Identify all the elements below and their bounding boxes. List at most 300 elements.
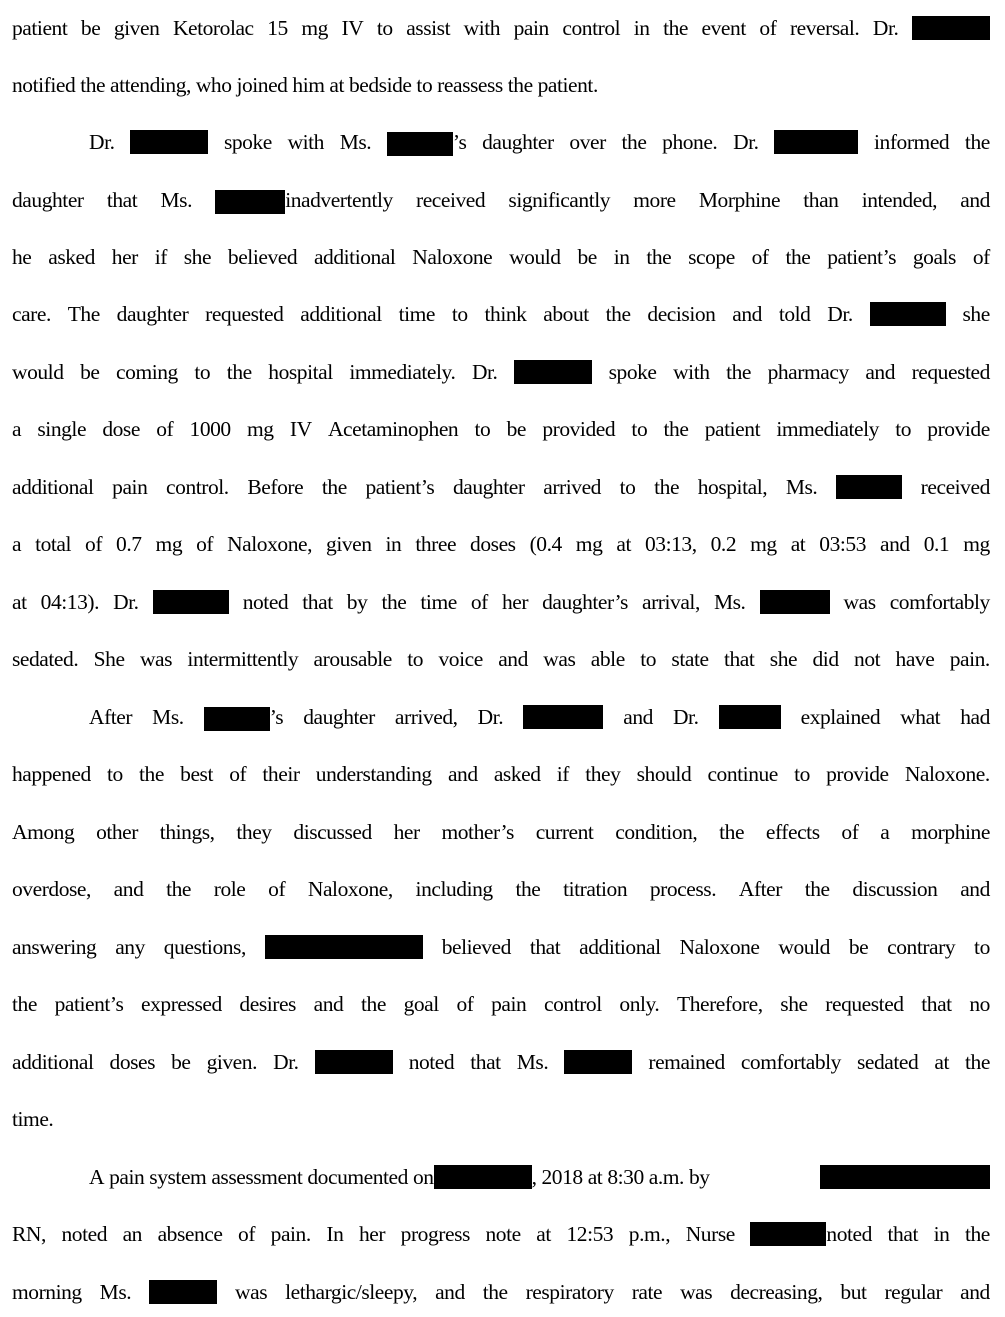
text-word: pain bbox=[109, 1165, 145, 1189]
text-word: was bbox=[139, 647, 173, 671]
text-word: of bbox=[85, 532, 103, 556]
text-word: 03:13, bbox=[644, 532, 697, 556]
text-word: in bbox=[933, 1222, 950, 1246]
text-word: and bbox=[498, 647, 528, 671]
redaction bbox=[204, 707, 270, 731]
text-word: was bbox=[680, 1280, 713, 1304]
text-word: in bbox=[613, 245, 630, 269]
text-word: mg bbox=[155, 532, 183, 556]
text-word: at bbox=[934, 1050, 949, 1074]
text-word: absence bbox=[157, 1222, 223, 1246]
text-word: immediately bbox=[776, 417, 879, 441]
redaction bbox=[514, 360, 592, 384]
text-word: Dr. bbox=[471, 360, 498, 384]
text-word: Naloxone. bbox=[904, 762, 990, 786]
text-line bbox=[12, 759, 990, 789]
redaction bbox=[130, 130, 208, 154]
text-word: including bbox=[415, 877, 493, 901]
text-line bbox=[12, 414, 990, 444]
text-word: dose bbox=[102, 417, 140, 441]
redaction bbox=[315, 1050, 393, 1074]
text-word: system bbox=[149, 1165, 207, 1189]
text-word: Nurse bbox=[685, 1222, 735, 1246]
text-word: than bbox=[803, 188, 839, 212]
text-word: In bbox=[326, 1222, 344, 1246]
text-word: 04:13). bbox=[40, 590, 100, 614]
text-word: additional bbox=[579, 935, 661, 959]
text-word: a.m. bbox=[648, 1165, 684, 1189]
text-word: ’s bbox=[269, 705, 284, 729]
text-word: she bbox=[183, 245, 212, 269]
text-word: the bbox=[964, 1222, 990, 1246]
text-word: IV bbox=[289, 417, 312, 441]
text-word: did bbox=[812, 647, 839, 671]
redaction bbox=[719, 705, 781, 729]
text-word: with bbox=[673, 360, 710, 384]
text-word: a bbox=[12, 417, 22, 441]
text-word: Ms. bbox=[160, 188, 192, 212]
text-word: event bbox=[701, 16, 746, 40]
text-word: 03:53 bbox=[819, 532, 867, 556]
text-line bbox=[12, 932, 990, 962]
text-word: was bbox=[235, 1280, 268, 1304]
text-word: spoke bbox=[223, 130, 272, 154]
text-word: daughter bbox=[452, 475, 525, 499]
text-word: arrival, bbox=[642, 590, 700, 614]
text-word: reversal. bbox=[789, 16, 860, 40]
text-word: received bbox=[416, 188, 486, 212]
text-word: expressed bbox=[141, 992, 222, 1016]
text-word: Morphine bbox=[698, 188, 781, 212]
text-word: received bbox=[920, 475, 990, 499]
text-line bbox=[12, 357, 990, 387]
redaction bbox=[215, 190, 285, 214]
text-word: additional bbox=[300, 302, 382, 326]
text-word: decreasing, bbox=[730, 1280, 823, 1304]
text-word: that bbox=[302, 590, 333, 614]
text-word: process. bbox=[649, 877, 717, 901]
text-line bbox=[12, 1277, 990, 1307]
text-word: pain. bbox=[949, 647, 990, 671]
text-word: scope bbox=[688, 245, 735, 269]
text-line bbox=[12, 185, 990, 215]
text-word: additional bbox=[12, 1050, 94, 1074]
text-word: additional bbox=[12, 475, 94, 499]
text-word: would bbox=[12, 360, 64, 384]
text-word: if bbox=[556, 762, 569, 786]
text-word: IV bbox=[341, 16, 364, 40]
text-word: immediately. bbox=[349, 360, 456, 384]
text-word: Ms. bbox=[339, 130, 372, 154]
text-word: had bbox=[960, 705, 990, 729]
text-word: an bbox=[122, 1222, 142, 1246]
text-word: the bbox=[804, 877, 830, 901]
text-word: time. bbox=[12, 1107, 54, 1131]
text-word: the bbox=[965, 1050, 990, 1074]
text-word: continue bbox=[707, 762, 778, 786]
text-word: Dr. bbox=[872, 16, 899, 40]
text-word: pharmacy bbox=[767, 360, 849, 384]
text-word: was bbox=[543, 647, 576, 671]
text-word: her bbox=[393, 820, 420, 844]
text-word: of bbox=[196, 532, 214, 556]
text-word: Naloxone, bbox=[307, 877, 393, 901]
text-word: the bbox=[663, 16, 688, 40]
text-word: with bbox=[463, 16, 501, 40]
text-word: daughter bbox=[303, 705, 375, 729]
redaction bbox=[760, 590, 830, 614]
redaction bbox=[153, 590, 229, 614]
text-word: goals bbox=[912, 245, 956, 269]
text-word: A bbox=[89, 1165, 105, 1189]
text-word: think bbox=[484, 302, 527, 326]
text-line bbox=[12, 874, 990, 904]
text-word: pain bbox=[513, 16, 549, 40]
text-word: 15 bbox=[267, 16, 288, 40]
text-word: 0.1 bbox=[923, 532, 950, 556]
text-word: noted bbox=[826, 1222, 872, 1246]
redaction bbox=[912, 16, 990, 40]
text-word: and bbox=[880, 532, 910, 556]
text-word: condition, bbox=[615, 820, 698, 844]
text-word: only. bbox=[619, 992, 660, 1016]
text-word: hospital, bbox=[697, 475, 768, 499]
redaction bbox=[750, 1222, 826, 1246]
text-word: given bbox=[113, 16, 160, 40]
text-word: asked bbox=[493, 762, 541, 786]
text-word: understanding bbox=[315, 762, 432, 786]
text-word: at bbox=[587, 1165, 603, 1189]
text-word: would bbox=[778, 935, 830, 959]
text-word: control bbox=[544, 992, 602, 1016]
text-word: and bbox=[447, 762, 478, 786]
text-word: (0.4 bbox=[529, 532, 562, 556]
text-word: the bbox=[646, 245, 672, 269]
redaction bbox=[149, 1280, 217, 1304]
text-word: Naloxone, bbox=[227, 532, 313, 556]
text-line bbox=[12, 529, 990, 559]
text-word: the bbox=[226, 360, 252, 384]
text-word: noted bbox=[408, 1050, 455, 1074]
text-word: she bbox=[769, 647, 798, 671]
text-word: other bbox=[96, 820, 138, 844]
text-word: hospital bbox=[268, 360, 333, 384]
text-word: total bbox=[35, 532, 72, 556]
text-word: current bbox=[535, 820, 594, 844]
text-word: regular bbox=[884, 1280, 943, 1304]
text-word: contrary bbox=[887, 935, 956, 959]
text-word: arrived bbox=[543, 475, 601, 499]
text-word: over bbox=[569, 130, 606, 154]
text-word: Naloxone bbox=[412, 245, 493, 269]
text-word: was bbox=[843, 590, 876, 614]
text-word: to bbox=[194, 360, 211, 384]
text-line bbox=[12, 817, 990, 847]
text-word: patient’s bbox=[827, 245, 897, 269]
text-word: sedated. bbox=[12, 647, 79, 671]
text-word: the bbox=[515, 877, 541, 901]
text-word: control bbox=[562, 16, 621, 40]
redaction bbox=[870, 302, 946, 326]
text-word: at bbox=[790, 532, 806, 556]
text-word: she bbox=[962, 302, 990, 326]
text-word: p.m., bbox=[628, 1222, 671, 1246]
text-word: voice bbox=[438, 647, 483, 671]
text-word: have bbox=[895, 647, 935, 671]
text-word: Dr. bbox=[113, 590, 139, 614]
text-word: of bbox=[841, 820, 859, 844]
text-word: that bbox=[529, 935, 561, 959]
text-word: significantly bbox=[508, 188, 611, 212]
text-word: 12:53 bbox=[566, 1222, 614, 1246]
text-word: intermittently bbox=[187, 647, 299, 671]
text-word: and bbox=[960, 188, 990, 212]
text-line bbox=[12, 70, 990, 100]
text-line bbox=[12, 242, 990, 272]
text-line bbox=[12, 1219, 990, 1249]
text-word: able bbox=[590, 647, 625, 671]
text-word: Therefore, bbox=[677, 992, 763, 1016]
text-word: to bbox=[974, 935, 990, 959]
text-word: assessment bbox=[211, 1165, 303, 1189]
text-word: Dr. bbox=[89, 130, 115, 154]
text-word: what bbox=[900, 705, 941, 729]
text-word: that bbox=[470, 1050, 501, 1074]
text-word: more bbox=[633, 188, 676, 212]
text-word: to bbox=[451, 302, 468, 326]
text-word: mg bbox=[575, 532, 603, 556]
text-word: Dr. bbox=[827, 302, 853, 326]
text-word: respiratory bbox=[525, 1280, 614, 1304]
text-word: a bbox=[880, 820, 890, 844]
text-word: overdose, bbox=[12, 877, 91, 901]
text-word: to bbox=[106, 762, 123, 786]
text-line bbox=[12, 587, 990, 617]
text-word: the bbox=[482, 1280, 508, 1304]
text-word: decision bbox=[647, 302, 716, 326]
text-word: After bbox=[89, 705, 133, 729]
document-page bbox=[12, 0, 990, 1317]
text-word: believed bbox=[227, 245, 298, 269]
text-word: note bbox=[485, 1222, 521, 1246]
text-word: happened bbox=[12, 762, 91, 786]
text-word: no bbox=[969, 992, 990, 1016]
text-word: and bbox=[313, 992, 344, 1016]
text-word: the bbox=[621, 130, 647, 154]
text-word: Ms. bbox=[99, 1280, 132, 1304]
text-word: that bbox=[106, 188, 138, 212]
text-word: Acetaminophen bbox=[327, 417, 459, 441]
text-word: goal bbox=[403, 992, 439, 1016]
text-word: informed bbox=[874, 130, 950, 154]
text-word: comfortably bbox=[889, 590, 990, 614]
text-word: Dr. bbox=[672, 705, 699, 729]
text-word: the bbox=[726, 360, 752, 384]
text-word: documented bbox=[307, 1165, 408, 1189]
text-word: care. bbox=[12, 302, 51, 326]
text-word: the bbox=[381, 590, 407, 614]
text-word: and bbox=[623, 705, 653, 729]
text-word: they bbox=[236, 820, 272, 844]
text-word: of bbox=[238, 1222, 256, 1246]
text-word: ’s bbox=[452, 130, 467, 154]
text-word: best bbox=[180, 762, 213, 786]
text-word: 0.2 bbox=[710, 532, 737, 556]
text-word: by bbox=[688, 1165, 710, 1189]
text-word: of bbox=[268, 877, 286, 901]
text-word: with bbox=[287, 130, 324, 154]
text-word: questions, bbox=[163, 935, 246, 959]
text-word: mg bbox=[247, 417, 274, 441]
text-word: effects bbox=[765, 820, 820, 844]
text-word: their bbox=[262, 762, 300, 786]
text-word: the bbox=[785, 245, 811, 269]
text-word: about bbox=[543, 302, 589, 326]
text-word: The bbox=[67, 302, 100, 326]
text-word: a bbox=[12, 532, 22, 556]
text-word: remained bbox=[648, 1050, 725, 1074]
text-word: discussed bbox=[293, 820, 372, 844]
redaction bbox=[387, 132, 453, 156]
text-word: intended, bbox=[861, 188, 938, 212]
text-word: state bbox=[671, 647, 709, 671]
text-word: of bbox=[456, 992, 474, 1016]
text-word: be bbox=[80, 16, 101, 40]
text-word: 2018 bbox=[541, 1165, 583, 1189]
text-word: She bbox=[93, 647, 125, 671]
text-word: spoke bbox=[608, 360, 657, 384]
text-word: to bbox=[794, 762, 810, 786]
text-word: role bbox=[213, 877, 246, 901]
text-word: control. bbox=[166, 475, 229, 499]
text-line bbox=[12, 472, 990, 502]
redaction bbox=[564, 1050, 632, 1074]
text-word: the bbox=[361, 992, 386, 1016]
text-word: to bbox=[619, 475, 636, 499]
text-word: Dr. bbox=[477, 705, 504, 729]
text-word: they bbox=[585, 762, 621, 786]
text-word: asked bbox=[48, 245, 95, 269]
redaction bbox=[523, 705, 603, 729]
text-word: rate bbox=[631, 1280, 663, 1304]
text-word: Naloxone bbox=[679, 935, 760, 959]
text-word: additional bbox=[313, 245, 396, 269]
text-word: RN, bbox=[12, 1222, 46, 1246]
text-word: she bbox=[780, 992, 808, 1016]
text-word: notified the attending, who joined him at bedside to reassess the patient. bbox=[12, 73, 598, 97]
text-word: any bbox=[115, 935, 145, 959]
text-word: be bbox=[171, 1050, 191, 1074]
text-line bbox=[12, 1047, 990, 1077]
text-word: to bbox=[376, 16, 393, 40]
text-word: at bbox=[616, 532, 631, 556]
text-word: After bbox=[738, 877, 782, 901]
text-word: Before bbox=[247, 475, 304, 499]
text-line bbox=[12, 1162, 990, 1192]
text-word: the bbox=[12, 992, 37, 1016]
text-word: should bbox=[636, 762, 692, 786]
text-word: provide bbox=[927, 417, 990, 441]
text-word: and bbox=[113, 877, 144, 901]
text-word: Dr. bbox=[273, 1050, 299, 1074]
text-word: her bbox=[111, 245, 138, 269]
text-word: that bbox=[723, 647, 755, 671]
text-word: would bbox=[509, 245, 561, 269]
text-word: and bbox=[435, 1280, 465, 1304]
text-word: the bbox=[964, 130, 990, 154]
text-word: progress bbox=[400, 1222, 470, 1246]
text-word: to bbox=[895, 417, 912, 441]
text-word: arousable bbox=[313, 647, 392, 671]
text-word: sedated bbox=[856, 1050, 919, 1074]
text-word: the bbox=[139, 762, 164, 786]
text-word: mother’s bbox=[441, 820, 514, 844]
text-word: single bbox=[37, 417, 87, 441]
text-word: and bbox=[960, 877, 990, 901]
text-word: doses bbox=[109, 1050, 156, 1074]
text-word: that bbox=[887, 1222, 918, 1246]
text-word: at bbox=[536, 1222, 551, 1246]
text-word: lethargic/sleepy, bbox=[285, 1280, 418, 1304]
text-word: patient bbox=[12, 16, 68, 40]
text-word: comfortably bbox=[740, 1050, 841, 1074]
text-word: things, bbox=[159, 820, 215, 844]
text-word: time bbox=[420, 590, 457, 614]
redaction bbox=[434, 1165, 532, 1189]
text-word: noted bbox=[242, 590, 289, 614]
text-word: pain bbox=[112, 475, 148, 499]
text-word: patient’s bbox=[365, 475, 435, 499]
text-word: and bbox=[732, 302, 762, 326]
text-word: but bbox=[840, 1280, 867, 1304]
text-word: of bbox=[470, 590, 488, 614]
text-word: her bbox=[358, 1222, 386, 1246]
text-word: in bbox=[633, 16, 650, 40]
text-word: titration bbox=[563, 877, 628, 901]
text-word: 1000 bbox=[189, 417, 231, 441]
text-word: to bbox=[631, 417, 648, 441]
text-word: provided bbox=[542, 417, 616, 441]
text-word: if bbox=[154, 245, 167, 269]
text-word: of bbox=[759, 16, 777, 40]
text-word: patient bbox=[704, 417, 761, 441]
redaction bbox=[265, 935, 423, 959]
text-word: be bbox=[577, 245, 597, 269]
redaction bbox=[774, 130, 858, 154]
text-line bbox=[12, 299, 990, 329]
text-word: not bbox=[854, 647, 881, 671]
text-word: mg bbox=[301, 16, 328, 40]
text-word: the bbox=[663, 417, 689, 441]
text-word: of bbox=[751, 245, 769, 269]
text-word: by bbox=[346, 590, 368, 614]
text-word: requested bbox=[911, 360, 990, 384]
text-line bbox=[12, 702, 990, 732]
text-word: in bbox=[385, 532, 402, 556]
text-word: be bbox=[848, 935, 869, 959]
text-word: mg bbox=[750, 532, 777, 556]
text-word: he bbox=[12, 245, 32, 269]
text-word: and bbox=[960, 1280, 990, 1304]
text-word: Ms. bbox=[785, 475, 818, 499]
text-word: coming bbox=[116, 360, 178, 384]
text-word: Ms. bbox=[152, 705, 184, 729]
text-word: , bbox=[531, 1165, 537, 1189]
text-word: assist bbox=[406, 16, 451, 40]
text-word: on bbox=[412, 1165, 434, 1189]
text-word: morphine bbox=[911, 820, 990, 844]
text-line bbox=[12, 13, 990, 43]
